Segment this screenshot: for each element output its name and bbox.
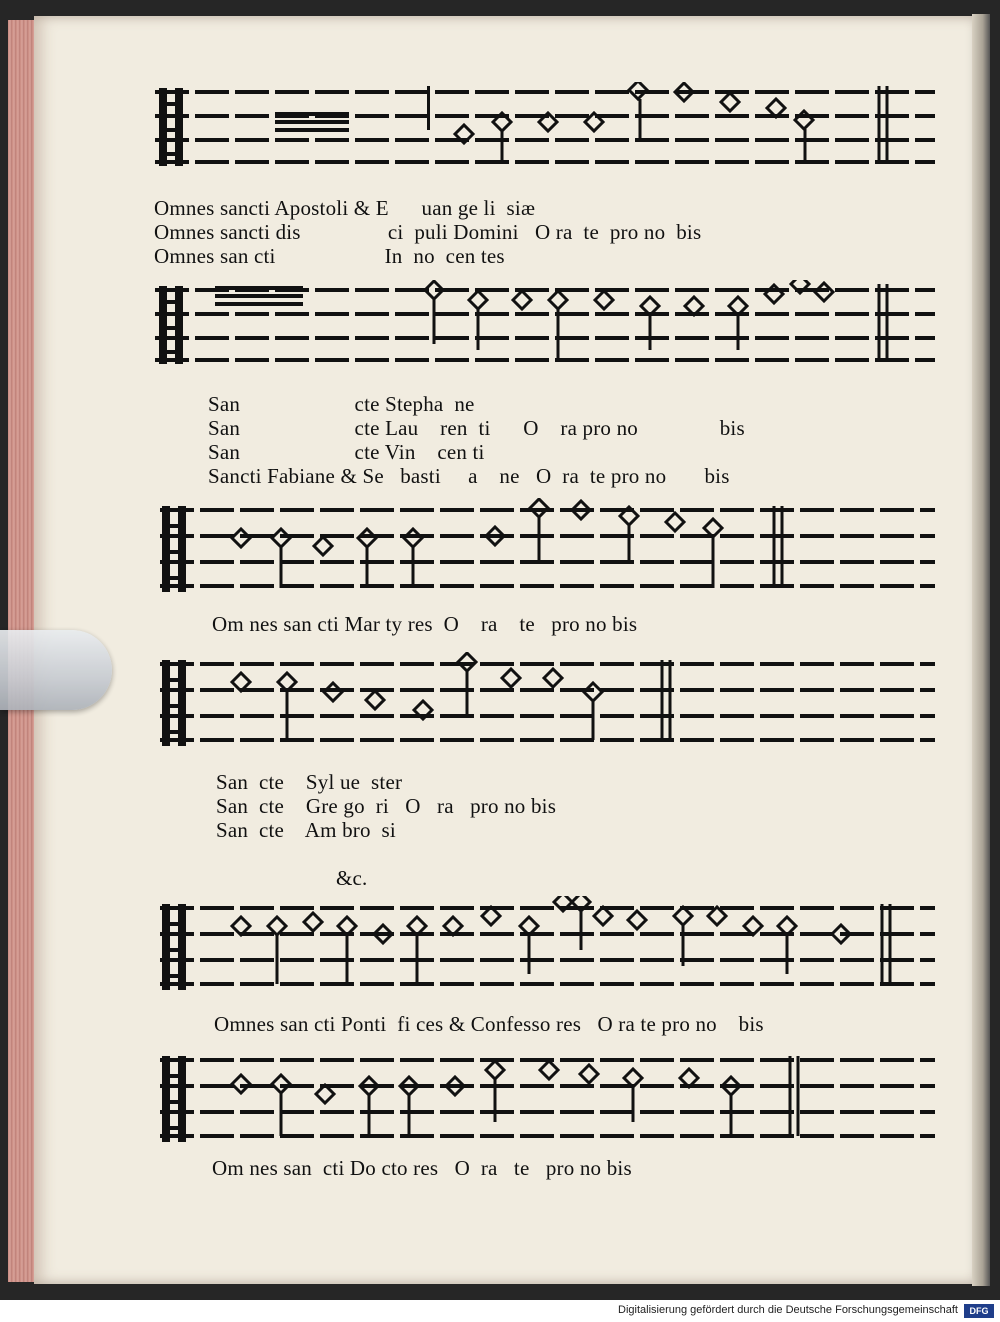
lyric-line: San cte Syl ue ster bbox=[216, 770, 403, 794]
music-staff-6 bbox=[160, 1048, 935, 1144]
lyric-line: San cte Stepha ne bbox=[208, 392, 475, 416]
lyric-line: Omnes san cti Ponti fi ces & Confesso res O ra te pro no bis bbox=[214, 1012, 764, 1036]
lyric-line: Om nes san cti Mar ty res O ra te pro no bis bbox=[212, 612, 638, 636]
music-staff-2 bbox=[155, 280, 935, 366]
dfg-logo-icon: DFG bbox=[964, 1304, 994, 1318]
music-staff-3 bbox=[160, 498, 935, 594]
lyric-line: San cte Am bro si bbox=[216, 818, 396, 842]
page-clip bbox=[0, 630, 112, 710]
lyric-line: San cte Gre go ri O ra pro no bis bbox=[216, 794, 557, 818]
lyric-line: Omnes san cti In no cen tes bbox=[154, 244, 505, 268]
music-staff-1 bbox=[155, 82, 935, 168]
lyric-line: Omnes sancti Apostoli & E uan ge li siæ bbox=[154, 196, 536, 220]
footer-credit: Digitalisierung gefördert durch die Deutsche Forschungsgemeinschaft bbox=[618, 1304, 958, 1316]
etc-marker: &c. bbox=[336, 866, 368, 890]
lyric-line: Omnes sancti dis ci puli Domini O ra te pro no bis bbox=[154, 220, 702, 244]
right-page-edge bbox=[972, 14, 990, 1286]
music-staff-5 bbox=[160, 896, 935, 992]
lyric-line: Om nes san cti Do cto res O ra te pro no bis bbox=[212, 1156, 632, 1180]
music-staff-4 bbox=[160, 652, 935, 748]
lyric-line: San cte Vin cen ti bbox=[208, 440, 485, 464]
lyric-line: Sancti Fabiane & Se basti a ne O ra te pro no bis bbox=[208, 464, 730, 488]
lyric-line: San cte Lau ren ti O ra pro no bis bbox=[208, 416, 745, 440]
